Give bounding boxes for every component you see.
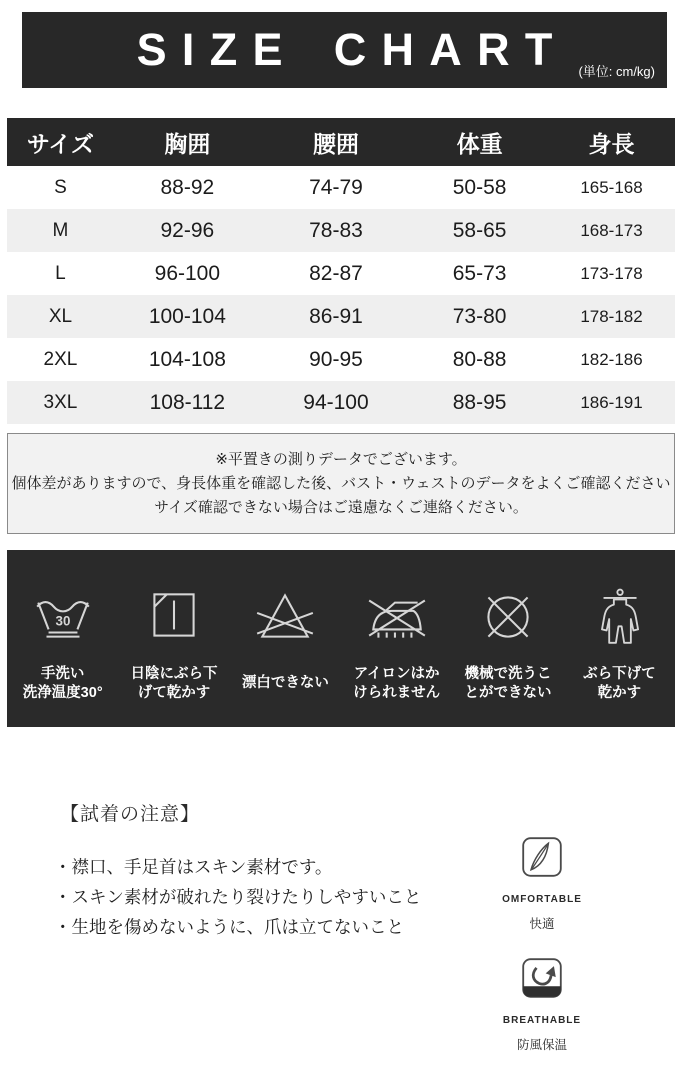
- care-item: [452, 570, 563, 727]
- weight-cell: 73-80: [452, 304, 507, 328]
- care-item: [118, 570, 229, 727]
- height-cell: 186-191: [580, 392, 643, 412]
- size-chart-banner: [22, 12, 667, 88]
- size-chart-page: [0, 12, 682, 1052]
- notice-line: ※平置きの測りデータでございます。: [215, 451, 467, 468]
- height-cell: 173-178: [580, 263, 643, 283]
- handwash-30-icon: [30, 570, 96, 662]
- feature-label: 快適: [529, 917, 555, 931]
- table-row: [7, 381, 675, 424]
- fitting-notes-list: [54, 852, 682, 942]
- height-cell: 182-186: [580, 349, 643, 369]
- feature-name: BREATHABLE: [502, 1015, 582, 1026]
- care-item: [564, 570, 675, 727]
- weight-cell: 50-58: [452, 175, 507, 199]
- size-cell: S: [54, 176, 67, 198]
- care-instructions-banner: [7, 550, 675, 727]
- size-cell: M: [52, 219, 69, 241]
- waist-cell: 90-95: [309, 347, 363, 371]
- feather-icon: [520, 835, 564, 884]
- weight-cell: 58-65: [452, 218, 507, 242]
- table-row: [7, 166, 675, 209]
- care-label: 手洗い 洗浄温度30°: [22, 665, 103, 701]
- fitting-section: [0, 799, 682, 1089]
- waist-cell: 74-79: [309, 175, 363, 199]
- fitting-note: ・スキン素材が破れたり裂けたりしやすいこと: [54, 887, 422, 908]
- unit-note: (単位: cm/kg): [578, 64, 655, 79]
- svg-text:30: 30: [55, 613, 71, 629]
- weight-cell: 88-95: [452, 390, 507, 414]
- page-title: SIZE CHART: [136, 24, 568, 75]
- weight-cell: 65-73: [452, 261, 507, 285]
- bust-cell: 88-92: [160, 175, 215, 199]
- line-dry-shade-icon: [141, 570, 207, 662]
- care-label: ぶら下げて 乾かす: [583, 665, 656, 701]
- waist-cell: 86-91: [309, 304, 363, 328]
- height-cell: 168-173: [580, 220, 643, 240]
- height-cell: 178-182: [580, 306, 643, 326]
- size-cell: 2XL: [43, 348, 78, 370]
- bust-cell: 108-112: [149, 390, 226, 414]
- feature-badges: [498, 835, 586, 1053]
- feature-comfortable: [502, 835, 582, 932]
- care-label: 日陰にぶら下 げて乾かす: [130, 665, 218, 701]
- column-header-bust: 胸囲: [164, 130, 211, 157]
- size-cell: 3XL: [43, 391, 78, 413]
- measurement-notice-box: [7, 433, 675, 534]
- no-iron-icon: [364, 570, 430, 662]
- bust-cell: 104-108: [148, 347, 226, 371]
- fitting-note: ・生地を傷めないように、爪は立てないこと: [54, 917, 404, 938]
- no-machine-wash-icon: [475, 570, 541, 662]
- bust-cell: 92-96: [160, 218, 215, 242]
- feature-name: OMFORTABLE: [502, 894, 582, 905]
- care-label: 機械で洗うこ とができない: [464, 665, 552, 701]
- size-cell: XL: [48, 305, 73, 327]
- column-header-waist: 腰囲: [312, 130, 359, 157]
- table-row: [7, 338, 675, 381]
- feature-label: 防風保温: [516, 1038, 567, 1052]
- care-item: [341, 570, 452, 727]
- no-bleach-icon: [252, 570, 318, 662]
- size-table: [7, 118, 675, 424]
- table-row: [7, 252, 675, 295]
- fitting-notes-heading: 【試着の注意】: [60, 804, 201, 825]
- waist-cell: 82-87: [309, 261, 363, 285]
- table-header-row: [7, 118, 675, 166]
- care-item: [230, 570, 341, 727]
- waist-cell: 78-83: [309, 218, 363, 242]
- column-header-size: サイズ: [26, 130, 95, 157]
- hang-dry-icon: [586, 570, 652, 662]
- breathable-arrow-icon: [520, 956, 564, 1005]
- column-header-weight: 体重: [456, 130, 503, 157]
- care-label: アイロンはか けられません: [353, 665, 441, 701]
- weight-cell: 80-88: [452, 347, 507, 371]
- feature-breathable: [503, 956, 581, 1053]
- table-row: [7, 295, 675, 338]
- height-cell: 165-168: [580, 177, 643, 197]
- bust-cell: 96-100: [154, 261, 221, 285]
- notice-line: サイズ確認できない場合はご遠慮なくご連絡ください。: [154, 499, 528, 516]
- waist-cell: 94-100: [303, 390, 369, 414]
- fitting-note: ・襟口、手足首はスキン素材です。: [54, 857, 333, 877]
- column-header-height: 身長: [588, 130, 635, 157]
- care-label: 漂白できない: [241, 675, 329, 692]
- notice-line: 個体差がありますので、身長体重を確認した後、バスト・ウェストのデータをよくご確認ください: [11, 475, 671, 492]
- table-row: [7, 209, 675, 252]
- bust-cell: 100-104: [148, 304, 226, 328]
- size-cell: L: [55, 262, 66, 284]
- care-item: [7, 570, 118, 727]
